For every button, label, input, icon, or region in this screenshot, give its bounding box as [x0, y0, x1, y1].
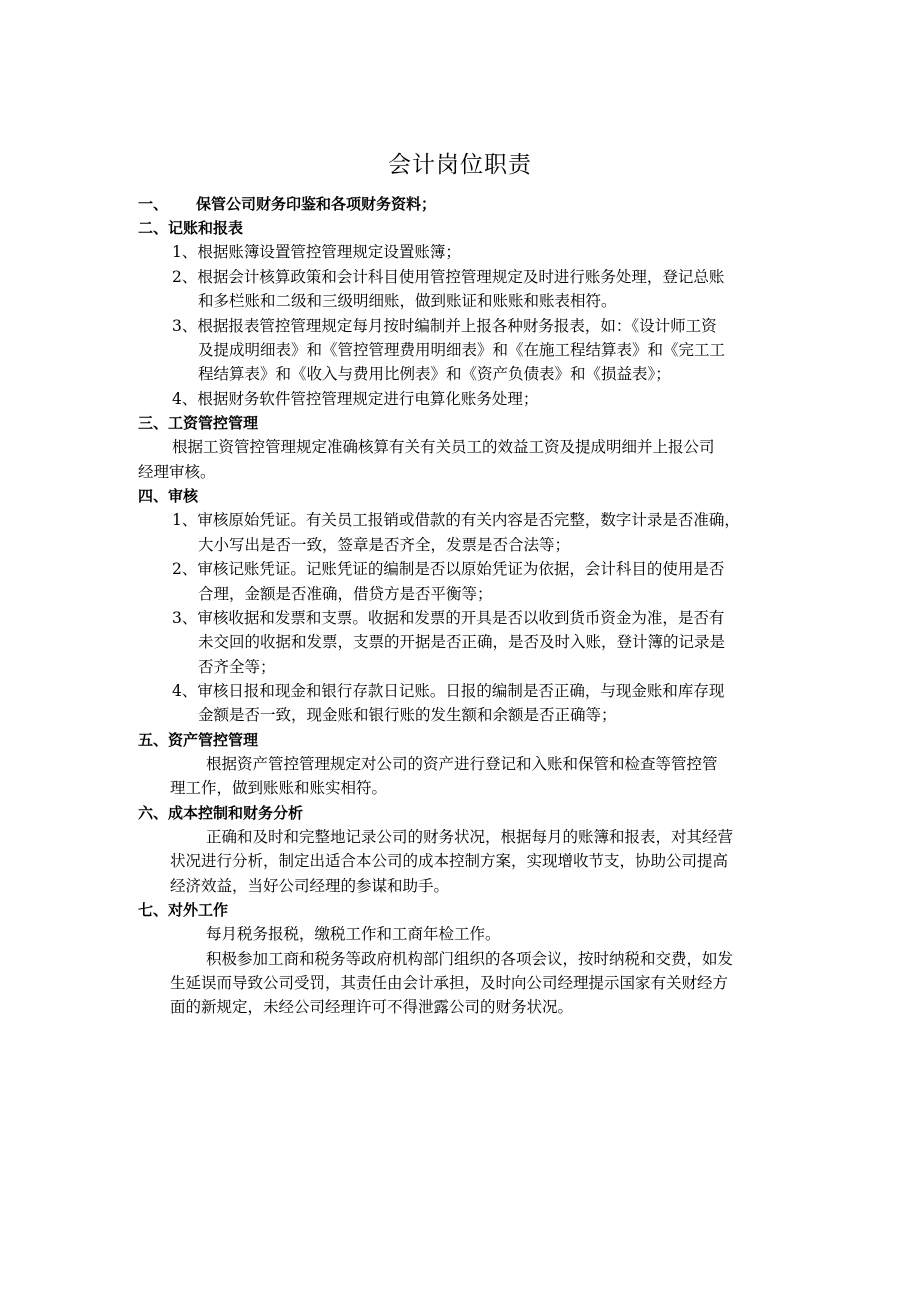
section-7-heading: 七、对外工作 [138, 901, 229, 919]
section-4-item-2: 2、审核记账凭证。记账凭证的编制是否以原始凭证为依据，会计科目的使用是否 [172, 560, 725, 578]
section-4-item-4-cont: 金额是否一致，现金账和银行账的发生额和余额是否正确等； [198, 706, 617, 724]
section-5-line-2: 理工作，做到账账和账实相符。 [170, 779, 388, 797]
section-2-item-3-cont-1: 及提成明细表》和《管控管理费用明细表》和《在施工程结算表》和《完工工 [198, 341, 726, 359]
section-6-line-3: 经济效益，当好公司经理的参谋和助手。 [170, 877, 450, 895]
document-title: 会计岗位职责 [388, 152, 532, 178]
section-2-item-2-cont: 和多栏账和二级和三级明细账，做到账证和账账和账表相符。 [198, 292, 617, 310]
section-1-heading: 保管公司财务印鉴和各项财务资料； [196, 195, 437, 213]
section-6-line-1: 正确和及时和完整地记录公司的财务状况，根据每月的账簿和报表，对其经营 [206, 828, 734, 846]
section-3-line-2: 经理审核。 [138, 463, 216, 481]
section-2-item-2: 2、根据会计核算政策和会计科目使用管控管理规定及时进行账务处理，登记总账 [172, 268, 725, 286]
section-4-item-4: 4、审核日报和现金和银行存款日记账。日报的编制是否正确，与现金账和库存现 [172, 682, 725, 700]
section-7-line-2: 积极参加工商和税务等政府机构部门组织的各项会议，按时纳税和交费，如发 [206, 950, 734, 968]
section-2-item-3-cont-2: 程结算表》和《收入与费用比例表》和《资产负债表》和《损益表》； [198, 365, 671, 383]
section-1-number: 一、 [138, 195, 169, 213]
section-4-item-3: 3、审核收据和发票和支票。收据和发票的开具是否以收到货币资金为准，是否有 [172, 609, 725, 627]
section-3-heading: 三、工资管控管理 [138, 414, 259, 432]
section-2-item-4: 4、根据财务软件管控管理规定进行电算化账务处理； [172, 390, 539, 408]
section-7-line-4: 面的新规定，未经公司经理许可不得泄露公司的财务状况。 [170, 998, 574, 1016]
section-4-item-1: 1、审核原始凭证。有关员工报销或借款的有关内容是否完整，数字计录是否准确， [172, 511, 740, 529]
section-5-line-1: 根据资产管控管理规定对公司的资产进行登记和入账和保管和检查等管控管 [206, 755, 718, 773]
section-4-item-1-cont: 大小写出是否一致，签章是否齐全，发票是否合法等； [198, 536, 571, 554]
section-7-line-3: 生延误而导致公司受罚，其责任由会计承担，及时向公司经理提示国家有关财经方 [170, 974, 729, 992]
section-2-item-1: 1、根据账簿设置管控管理规定设置账簿； [172, 243, 461, 261]
section-7-line-1: 每月税务报税，缴税工作和工商年检工作。 [206, 925, 501, 943]
section-2-item-3: 3、根据报表管控管理规定每月按时编制并上报各种财务报表，如：《设计师工资 [172, 317, 717, 335]
section-4-item-3-cont-2: 否齐全等； [198, 658, 276, 676]
section-3-line-1: 根据工资管控管理规定准确核算有关有关员工的效益工资及提成明细并上报公司 [172, 438, 715, 456]
section-4-item-2-cont: 合理，金额是否准确，借贷方是否平衡等； [198, 585, 493, 603]
section-5-heading: 五、资产管控管理 [138, 731, 259, 749]
section-6-heading: 六、成本控制和财务分析 [138, 804, 304, 822]
section-2-heading: 二、记账和报表 [138, 219, 244, 237]
section-6-line-2: 状况进行分析，制定出适合本公司的成本控制方案，实现增收节支，协助公司提高 [170, 852, 729, 870]
section-4-item-3-cont-1: 未交回的收据和发票，支票的开据是否正确，是否及时入账，登计簿的记录是 [198, 633, 726, 651]
section-4-heading: 四、审核 [138, 487, 199, 505]
